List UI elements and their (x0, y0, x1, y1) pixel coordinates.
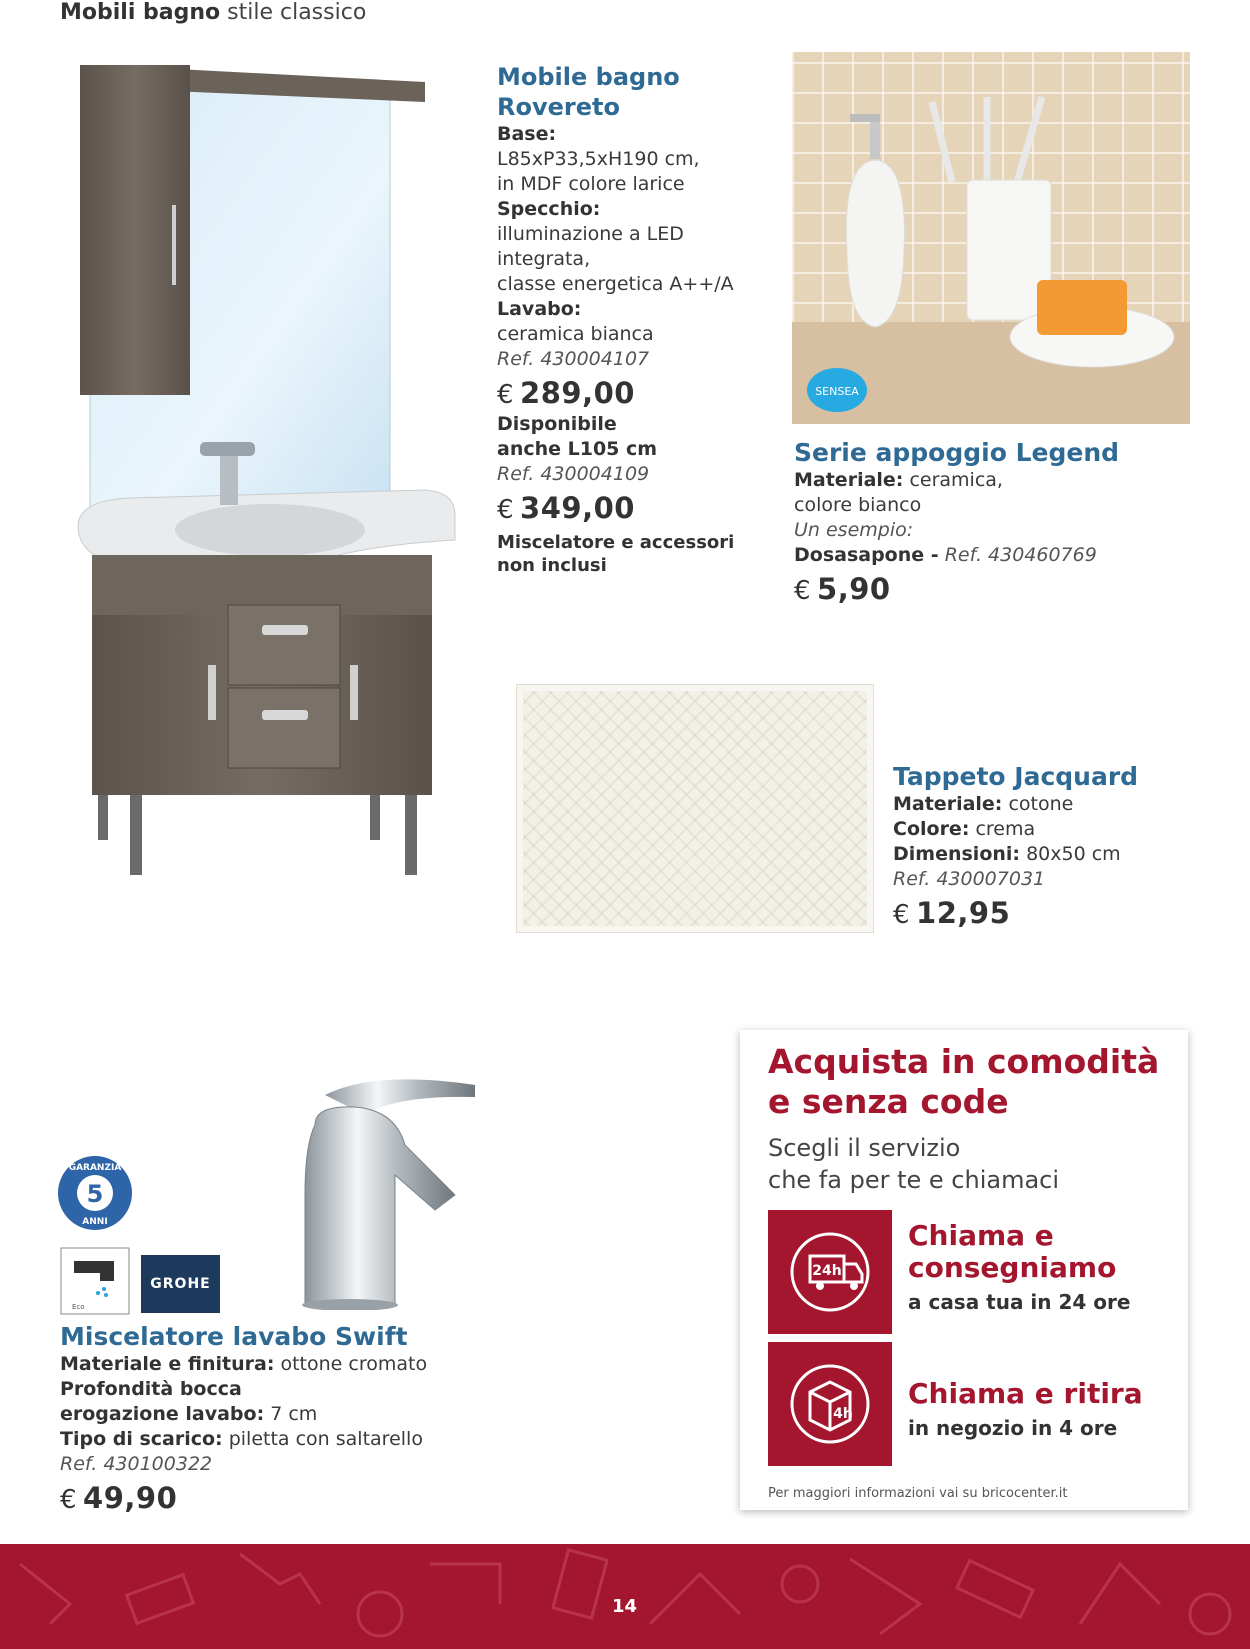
warranty-badge (57, 1155, 133, 1231)
faucet-drain: Tipo di scarico: piletta con saltarello (60, 1428, 423, 1450)
pickup-4h-text: 4h (833, 1406, 853, 1422)
rug-color: Colore: crema (893, 818, 1036, 840)
legend-photo (792, 52, 1190, 424)
legend-item: Dosasapone - Ref. 430460769 (794, 544, 1097, 566)
vanity-mirror-3: classe energetica A++/A (497, 273, 734, 295)
vanity-info (497, 62, 734, 577)
vanity-avail-2: anche L105 cm (497, 438, 658, 460)
bathroom-accessories-image (792, 52, 1190, 424)
vanity-base-label: Base: (497, 123, 557, 145)
rug-title: Tappeto Jacquard (893, 762, 1139, 791)
service-headline-2: e senza code (768, 1082, 1009, 1121)
vanity-base-1: L85xP33,5xH190 cm, (497, 148, 700, 170)
vanity-note-2: non inclusi (497, 555, 607, 576)
faucet-ref: Ref. 430100322 (60, 1453, 213, 1475)
delivery-24h-text: 24h (812, 1263, 842, 1279)
faucet-price: € 49,90 (60, 1481, 178, 1515)
service-footer-note: Per maggiori informazioni vai su bricocenter.it (768, 1486, 1068, 1501)
service-box (740, 1030, 1188, 1510)
legend-title: Serie appoggio Legend (794, 438, 1120, 467)
vanity-ref-1: Ref. 430004107 (497, 348, 650, 370)
rug-image (516, 684, 874, 933)
faucet-image (285, 1075, 485, 1310)
pickup-4h-icon (768, 1342, 892, 1466)
warranty-bottom: ANNI (82, 1217, 108, 1227)
sensea-badge: SENSEA (815, 385, 859, 398)
vanity-mirror-1: illuminazione a LED (497, 223, 684, 245)
vanity-note-1: Miscelatore e accessori (497, 532, 735, 553)
eco-flow-icon (60, 1247, 130, 1315)
vanity-image (70, 60, 480, 920)
warranty-number: 5 (86, 1180, 104, 1208)
faucet-material: Materiale e finitura: ottone cromato (60, 1353, 428, 1375)
opt1-title-1: Chiama e (908, 1219, 1054, 1252)
faucet-depth-label-1: Profondità bocca (60, 1378, 242, 1400)
rug-ref: Ref. 430007031 (893, 868, 1046, 890)
faucet-depth: erogazione lavabo: 7 cm (60, 1403, 318, 1425)
vanity-base-2: in MDF colore larice (497, 173, 685, 195)
page-header (60, 0, 366, 25)
warranty-top: GARANZIA (68, 1163, 122, 1173)
opt1-title-2: consegniamo (908, 1251, 1117, 1284)
vanity-title-2: Rovereto (497, 93, 620, 121)
legend-price: € 5,90 (794, 572, 891, 606)
vanity-price-2: € 349,00 (497, 491, 635, 525)
rug-material: Materiale: cotone (893, 793, 1074, 815)
vanity-price-1: € 289,00 (497, 376, 635, 410)
delivery-24h-icon (768, 1210, 892, 1334)
footer-band (0, 1544, 1250, 1649)
legend-example: Un esempio: (794, 519, 914, 541)
opt2-sub: in negozio in 4 ore (908, 1416, 1118, 1440)
opt2-title: Chiama e ritira (908, 1377, 1143, 1410)
grohe-logo: GROHE (141, 1255, 220, 1313)
faucet-title: Miscelatore lavabo Swift (60, 1322, 408, 1351)
legend-material: Materiale: ceramica, (794, 469, 1003, 491)
page-number: 14 (612, 1596, 638, 1617)
rug-info (893, 762, 1138, 930)
vanity-avail-1: Disponibile (497, 413, 617, 435)
service-headline-1: Acquista in comodità (768, 1042, 1160, 1081)
legend-info (794, 438, 1119, 606)
service-sub-1: Scegli il servizio (768, 1134, 961, 1162)
vanity-mirror-label: Specchio: (497, 198, 601, 220)
vanity-ref-2: Ref. 430004109 (497, 463, 650, 485)
faucet-info (60, 1322, 427, 1515)
vanity-mirror-2: integrata, (497, 248, 591, 270)
vanity-sink-1: ceramica bianca (497, 323, 654, 345)
legend-material-2: colore bianco (794, 494, 922, 516)
service-sub-2: che fa per te e chiamaci (768, 1166, 1060, 1194)
eco-label: Eco (72, 1303, 85, 1311)
vanity-title-1: Mobile bagno (497, 63, 680, 91)
rug-dimensions: Dimensioni: 80x50 cm (893, 843, 1121, 865)
opt1-sub: a casa tua in 24 ore (908, 1290, 1131, 1314)
rug-price: € 12,95 (893, 896, 1011, 930)
header-rest: stile classico (227, 0, 367, 25)
header-bold: Mobili bagno (60, 0, 221, 25)
vanity-sink-label: Lavabo: (497, 298, 582, 320)
